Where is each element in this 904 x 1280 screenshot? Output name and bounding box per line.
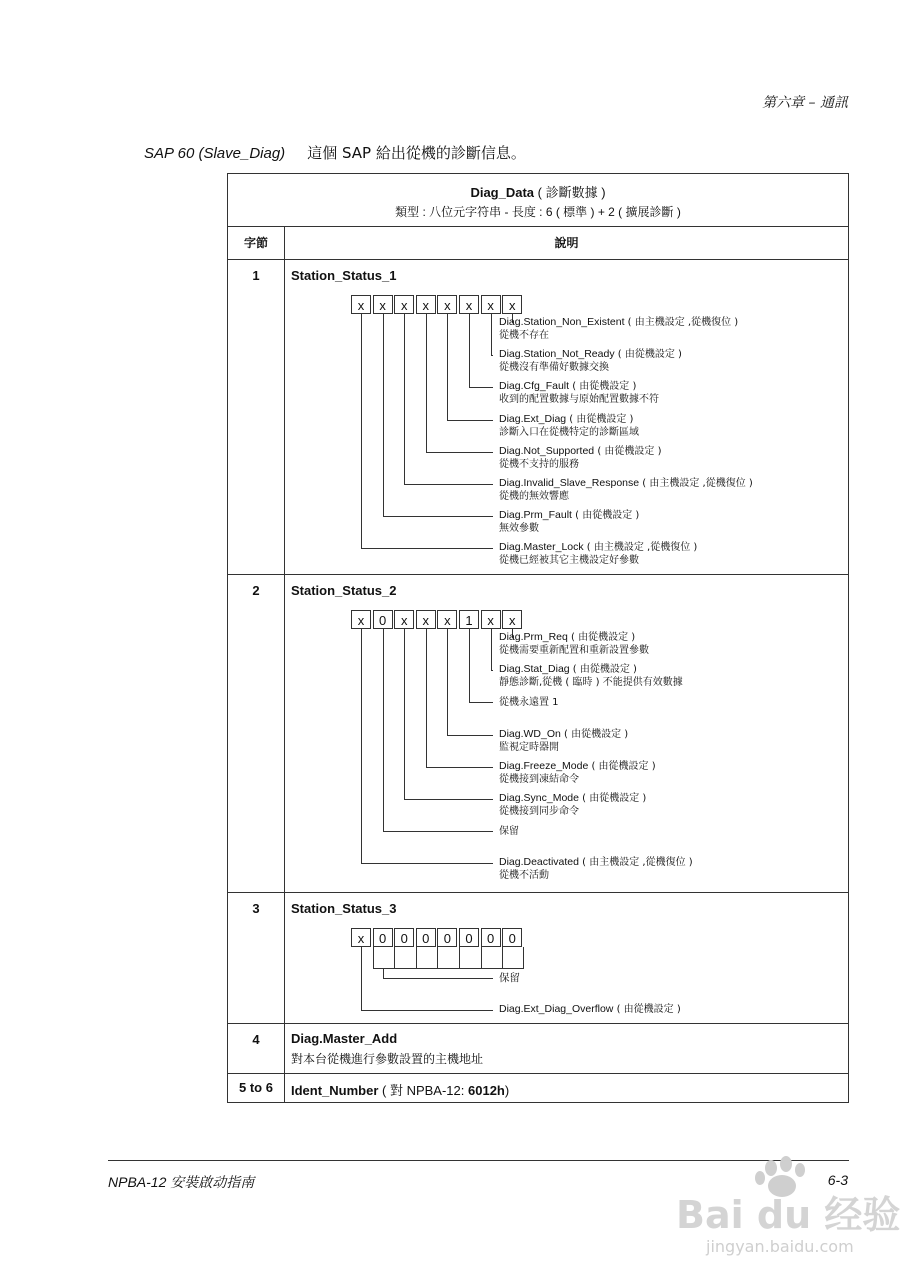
bit-box: 0 — [459, 928, 479, 947]
bit-flag-meaning: 從機不支持的服務 — [499, 458, 579, 470]
connector-line — [502, 947, 503, 968]
sap-description: 這個 SAP 給出從機的診斷信息。 — [307, 144, 526, 162]
connector-line — [491, 670, 493, 671]
byte-number: 5 to 6 — [228, 1074, 285, 1103]
watermark — [666, 1150, 901, 1260]
bit-box: x — [459, 295, 479, 314]
bit-description — [499, 1003, 681, 1016]
watermark-brand: Bai du 经验 — [676, 1193, 901, 1237]
connector-line — [373, 947, 374, 968]
bit-box: x — [351, 295, 371, 314]
chapter-header: 第六章 – 通訊 — [762, 95, 848, 111]
bit-description — [499, 663, 683, 689]
connector-line — [447, 420, 493, 421]
connector-line — [469, 314, 470, 387]
row-text-pre: ( 對 NPBA-12: — [378, 1083, 468, 1098]
bit-flag-meaning: 從機接到凍結命令 — [499, 773, 579, 785]
byte-number: 2 — [228, 575, 285, 893]
table-row — [285, 1074, 849, 1103]
bit-flag-name: Diag.Station_Non_Existent — [499, 316, 625, 328]
bit-flag-name: Diag.Not_Supported — [499, 444, 595, 457]
table-title-zh: ( 診斷數據 ) — [534, 185, 606, 200]
bit-box: x — [502, 610, 522, 629]
bit-box: x — [437, 610, 457, 629]
connector-line — [437, 947, 438, 968]
connector-line — [523, 947, 524, 968]
connector-line — [383, 516, 493, 517]
bit-flag-note: ( 由從機設定 ) — [566, 413, 634, 425]
bit-box: x — [416, 610, 436, 629]
connector-line — [426, 314, 427, 452]
bit-description — [499, 631, 649, 657]
bit-description — [499, 825, 519, 838]
bit-flag-name: Diag.Deactivated — [499, 856, 579, 869]
bit-box: x — [351, 610, 371, 629]
byte-number: 1 — [228, 260, 285, 575]
connector-line — [361, 1010, 493, 1011]
footer-manual-title: NPBA-12 安裝啟动指南 — [108, 1174, 255, 1190]
baidu-paw-icon — [666, 1150, 901, 1260]
bit-box: 0 — [394, 928, 414, 947]
table-subtitle: 類型 : 八位元字符串 - 長度 : 6 ( 標準 ) + 2 ( 擴展診斷 ) — [395, 205, 681, 219]
bit-flag-name: Diag.Cfg_Fault — [499, 380, 570, 393]
bit-description — [499, 728, 628, 754]
connector-line — [361, 548, 493, 549]
bit-box: 0 — [502, 928, 522, 947]
bit-description — [499, 509, 639, 535]
bit-flag-name: Diag.Prm_Req — [499, 631, 568, 643]
bit-flag-note: ( 由從機設定 ) — [594, 445, 662, 457]
bit-flag-meaning: 診斷入口在從機特定的診斷區域 — [499, 426, 639, 438]
connector-line — [394, 947, 395, 968]
connector-line — [361, 863, 493, 864]
row-title: Diag.Master_Add — [291, 1031, 398, 1046]
bit-box: x — [481, 295, 501, 314]
bit-flag-meaning: 從機不存在 — [499, 330, 549, 341]
bit-box: 0 — [416, 928, 436, 947]
table-row — [285, 260, 849, 575]
bit-box: 1 — [459, 610, 479, 629]
bit-flag-meaning: 保留 — [499, 972, 520, 984]
bit-flag-note: ( 由主機設定 ,從機復位 ) — [639, 478, 753, 489]
bit-box: x — [437, 295, 457, 314]
bit-box: 0 — [481, 928, 501, 947]
bit-flag-meaning: 從機接到同步命令 — [499, 806, 579, 817]
byte-number: 3 — [228, 893, 285, 1024]
bit-flag-meaning: 從機的無效響應 — [499, 491, 569, 502]
byte-number: 4 — [228, 1024, 285, 1074]
bit-flag-name: Diag.Sync_Mode — [499, 792, 579, 804]
connector-line — [469, 702, 493, 703]
table-row — [285, 893, 849, 1024]
bit-flag-meaning: 靜態診斷,從機 ( 臨時 ) 不能提供有效數據 — [499, 677, 683, 689]
row-title: Station_Status_2 — [291, 583, 397, 598]
bit-box: 0 — [373, 610, 393, 629]
bit-flag-note: ( 由從機設定 ) — [569, 381, 637, 393]
bit-flag-note: ( 由主機設定 ,從機復位 ) — [583, 542, 698, 554]
connector-line — [383, 831, 493, 832]
connector-line — [383, 629, 384, 831]
bit-flag-note: ( 由從機設定 ) — [571, 510, 640, 522]
sap-heading — [144, 142, 526, 163]
bit-flag-name: Diag.Ext_Diag_Overflow — [499, 1003, 614, 1015]
table-row — [285, 1024, 849, 1074]
bit-flag-name: Diag.Freeze_Mode — [499, 759, 589, 772]
bit-flag-name: Diag.Prm_Fault — [499, 509, 572, 522]
bit-flag-name: Diag.Stat_Diag — [499, 663, 570, 676]
row-title: Ident_Number — [291, 1083, 379, 1098]
bit-flag-name: Diag.Ext_Diag — [499, 412, 567, 425]
bit-flag-meaning: 無效參數 — [499, 523, 539, 535]
bit-flag-name: Diag.Station_Not_Ready — [499, 348, 615, 361]
bit-box: x — [351, 928, 371, 947]
connector-line — [404, 799, 493, 800]
connector-line — [426, 629, 427, 767]
connector-line — [459, 947, 460, 968]
connector-line — [491, 355, 493, 356]
connector-line — [469, 387, 493, 388]
bit-description — [499, 477, 753, 503]
bit-flag-note: ( 由從機設定 ) — [578, 793, 647, 804]
bit-description — [499, 413, 639, 439]
connector-line — [383, 968, 384, 978]
bit-box: x — [394, 610, 414, 629]
bit-description — [499, 445, 662, 471]
connector-line — [447, 735, 493, 736]
table-row — [285, 575, 849, 893]
row-title: Station_Status_3 — [291, 901, 397, 916]
diag-data-table — [227, 173, 849, 1103]
bit-description — [499, 380, 659, 406]
connector-line — [383, 978, 493, 979]
connector-line — [426, 452, 493, 453]
connector-line — [447, 314, 448, 420]
bit-flag-meaning: 從機已經被其它主機設定好參數 — [499, 555, 639, 567]
bit-flag-note: ( 由主機設定 ,從機復位 ) — [624, 317, 739, 328]
bit-flag-meaning: 從機需要重新配置和重新設置參數 — [499, 645, 649, 656]
bit-flag-note: ( 由主機設定 ,從機復位 ) — [578, 857, 693, 869]
bit-description — [499, 760, 656, 786]
bit-box: x — [373, 295, 393, 314]
bit-flag-name: Diag.Invalid_Slave_Response — [499, 477, 640, 489]
bit-flag-meaning: 保留 — [499, 826, 519, 838]
bit-flag-meaning: 監視定時器開 — [499, 741, 559, 753]
bit-box: 0 — [373, 928, 393, 947]
bit-flag-note: ( 由從機設定 ) — [560, 728, 629, 740]
bit-flag-note: ( 由從機設定 ) — [588, 760, 656, 772]
connector-line — [447, 629, 448, 735]
bit-description — [499, 348, 682, 374]
bit-flag-meaning: 從機永遠置 1 — [499, 697, 559, 709]
bit-box: x — [416, 295, 436, 314]
bit-description — [499, 856, 693, 882]
bit-box: x — [502, 295, 522, 314]
row-title: Station_Status_1 — [291, 268, 397, 283]
bit-description — [499, 541, 697, 567]
column-header-description: 說明 — [285, 227, 849, 260]
bit-description — [499, 316, 738, 342]
connector-line — [416, 947, 417, 968]
bit-box: 0 — [437, 928, 457, 947]
ident-number-value: 6012h — [468, 1083, 505, 1098]
table-title: Diag_Data — [470, 185, 535, 200]
connector-line — [404, 484, 493, 485]
connector-line — [491, 629, 492, 670]
footer-page-number: 6-3 — [827, 1172, 848, 1188]
bit-flag-meaning: 從機不活動 — [499, 870, 549, 882]
connector-line — [373, 968, 524, 969]
bit-flag-name: Diag.WD_On — [499, 727, 561, 740]
row-text-post: ) — [504, 1083, 510, 1098]
bit-description — [499, 792, 646, 818]
connector-line — [404, 629, 405, 799]
connector-line — [361, 947, 362, 1010]
connector-line — [361, 629, 362, 863]
bit-description — [499, 696, 559, 709]
row-text: 對本台從機進行參數設置的主機地址 — [291, 1052, 484, 1066]
bit-flag-meaning: 收到的配置數據与原始配置數據不符 — [499, 394, 659, 406]
connector-line — [481, 947, 482, 968]
connector-line — [404, 314, 405, 484]
bit-flag-note: ( 由從機設定 ) — [614, 349, 682, 361]
bit-box: x — [481, 610, 501, 629]
watermark-url: jingyan.baidu.com — [706, 1237, 854, 1256]
sap-title: SAP 60 (Slave_Diag) — [144, 145, 286, 162]
bit-flag-note: ( 由從機設定 ) — [569, 664, 637, 676]
connector-line — [426, 767, 493, 768]
bit-flag-name: Diag.Master_Lock — [499, 541, 584, 554]
connector-line — [383, 314, 384, 516]
table-header — [228, 174, 849, 227]
bit-flag-note: ( 由從機設定 ) — [567, 632, 636, 643]
connector-line — [491, 314, 492, 355]
connector-line — [361, 314, 362, 548]
column-header-byte: 字節 — [228, 227, 285, 260]
bit-flag-meaning: 從機沒有準備好數據交換 — [499, 362, 609, 374]
bit-box: x — [394, 295, 414, 314]
connector-line — [469, 629, 470, 702]
bit-flag-note: ( 由從機設定 ) — [613, 1004, 681, 1015]
